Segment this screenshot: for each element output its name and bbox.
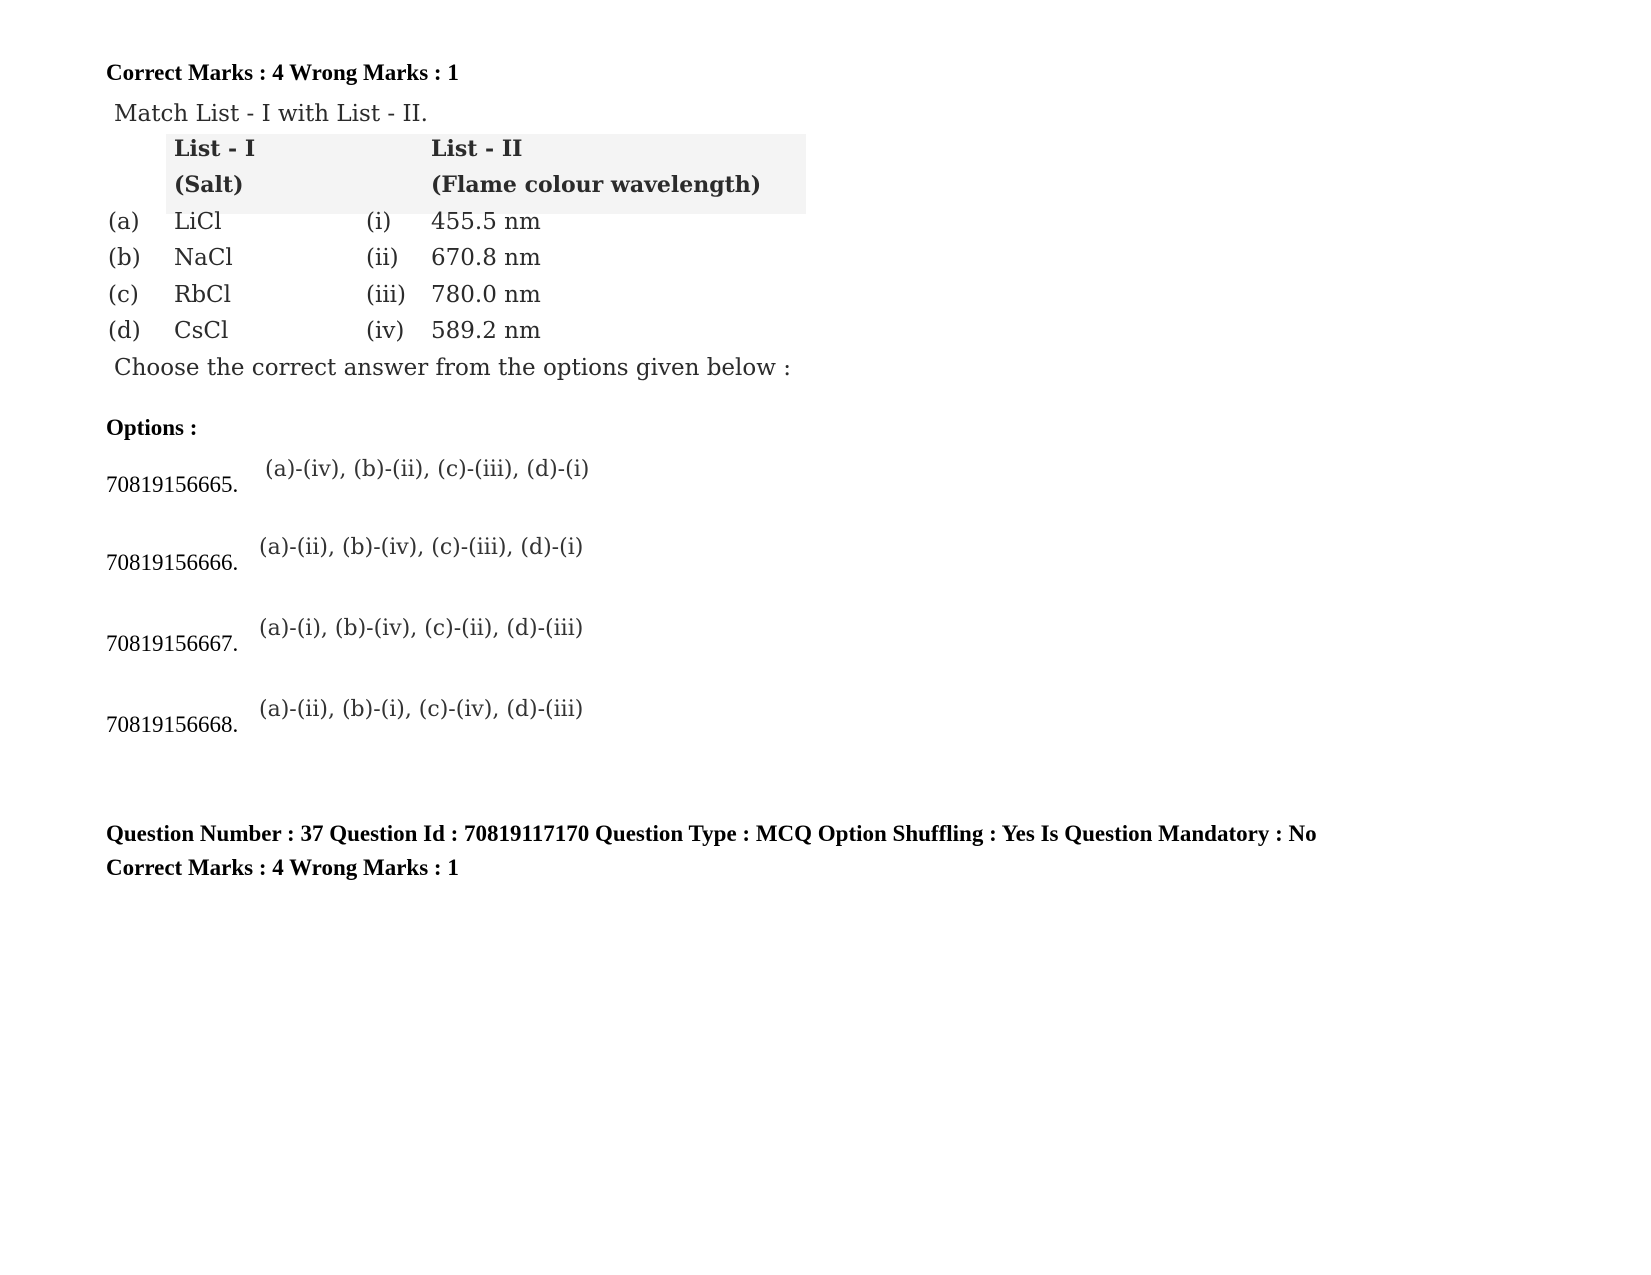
row-value: 589.2 nm [431, 318, 541, 344]
question-intro: Match List - I with List - II. [114, 101, 428, 127]
option-item[interactable] [106, 533, 806, 577]
list1-title: List - I [174, 136, 256, 162]
row-value: 670.8 nm [431, 245, 541, 271]
row-salt: CsCl [174, 318, 229, 344]
list2-title: List - II [431, 136, 523, 162]
option-id: 70819156668. [106, 712, 239, 737]
next-question-marks: Correct Marks : 4 Wrong Marks : 1 [106, 855, 459, 880]
row-value: 780.0 nm [431, 282, 541, 308]
options-label: Options : [106, 415, 198, 440]
row-roman: (i) [366, 209, 392, 235]
option-text: (a)-(ii), (b)-(i), (c)-(iv), (d)-(iii) [259, 697, 584, 722]
list1-subtitle: (Salt) [174, 172, 244, 198]
option-id: 70819156666. [106, 550, 239, 575]
row-label: (c) [108, 282, 139, 308]
row-roman: (iv) [366, 318, 405, 344]
row-label: (b) [108, 245, 141, 271]
correct-wrong-marks: Correct Marks : 4 Wrong Marks : 1 [106, 60, 459, 85]
option-text: (a)-(i), (b)-(iv), (c)-(ii), (d)-(iii) [259, 616, 584, 641]
list2-subtitle: (Flame colour wavelength) [431, 172, 762, 198]
row-salt: LiCl [174, 209, 222, 235]
row-salt: RbCl [174, 282, 231, 308]
row-label: (d) [108, 318, 141, 344]
option-item[interactable] [106, 695, 806, 739]
question-image [106, 98, 821, 408]
row-salt: NaCl [174, 245, 233, 271]
option-item[interactable] [106, 614, 806, 658]
row-value: 455.5 nm [431, 209, 541, 235]
row-roman: (ii) [366, 245, 399, 271]
option-item[interactable] [106, 455, 806, 499]
row-roman: (iii) [366, 282, 407, 308]
choose-instruction: Choose the correct answer from the options given below : [114, 355, 791, 381]
row-label: (a) [108, 209, 140, 235]
option-id: 70819156665. [106, 472, 239, 497]
option-text: (a)-(ii), (b)-(iv), (c)-(iii), (d)-(i) [259, 535, 584, 560]
option-id: 70819156667. [106, 631, 239, 656]
option-text: (a)-(iv), (b)-(ii), (c)-(iii), (d)-(i) [265, 457, 590, 482]
next-question-meta: Question Number : 37 Question Id : 70819117170 Question Type : MCQ Option Shuffling : Yes Is Question Mandatory : No [106, 821, 1317, 846]
